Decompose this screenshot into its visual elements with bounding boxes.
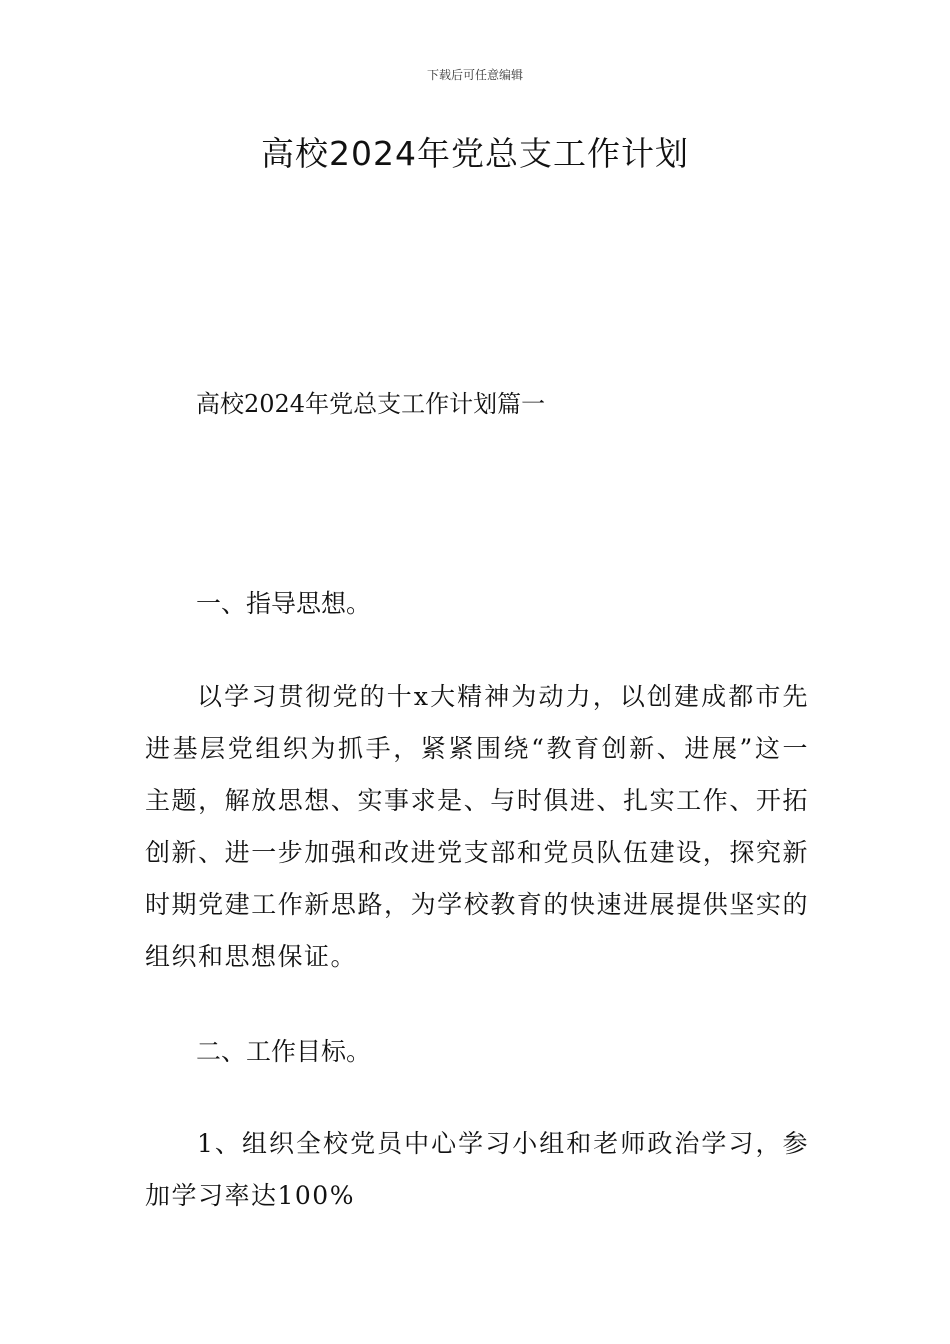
heading-work-goals: 二、工作目标。 [196, 1037, 372, 1066]
heading-guiding-ideology: 一、指导思想。 [196, 589, 372, 618]
paragraph-goal-1: 1、组织全校党员中心学习小组和老师政治学习，参加学习率达100% [145, 1129, 809, 1210]
paragraph-guiding-ideology: 以学习贯彻党的十x大精神为动力，以创建成都市先进基层党组织为抓手，紧紧围绕“教育创新、进展”这一主题，解放思想、实事求是、与时俱进、扎实工作、开拓创新、进一步加强和改进党支部和党员队伍建设，探究新时期党建工作新思路，为学校教育的快速进展提供坚实的组织和思想保证。 [145, 682, 809, 971]
section-title: 高校2024年党总支工作计划篇一 [196, 390, 546, 418]
document-title: 高校2024年党总支工作计划 [261, 134, 689, 173]
header-note: 下载后可任意编辑 [426, 68, 523, 82]
